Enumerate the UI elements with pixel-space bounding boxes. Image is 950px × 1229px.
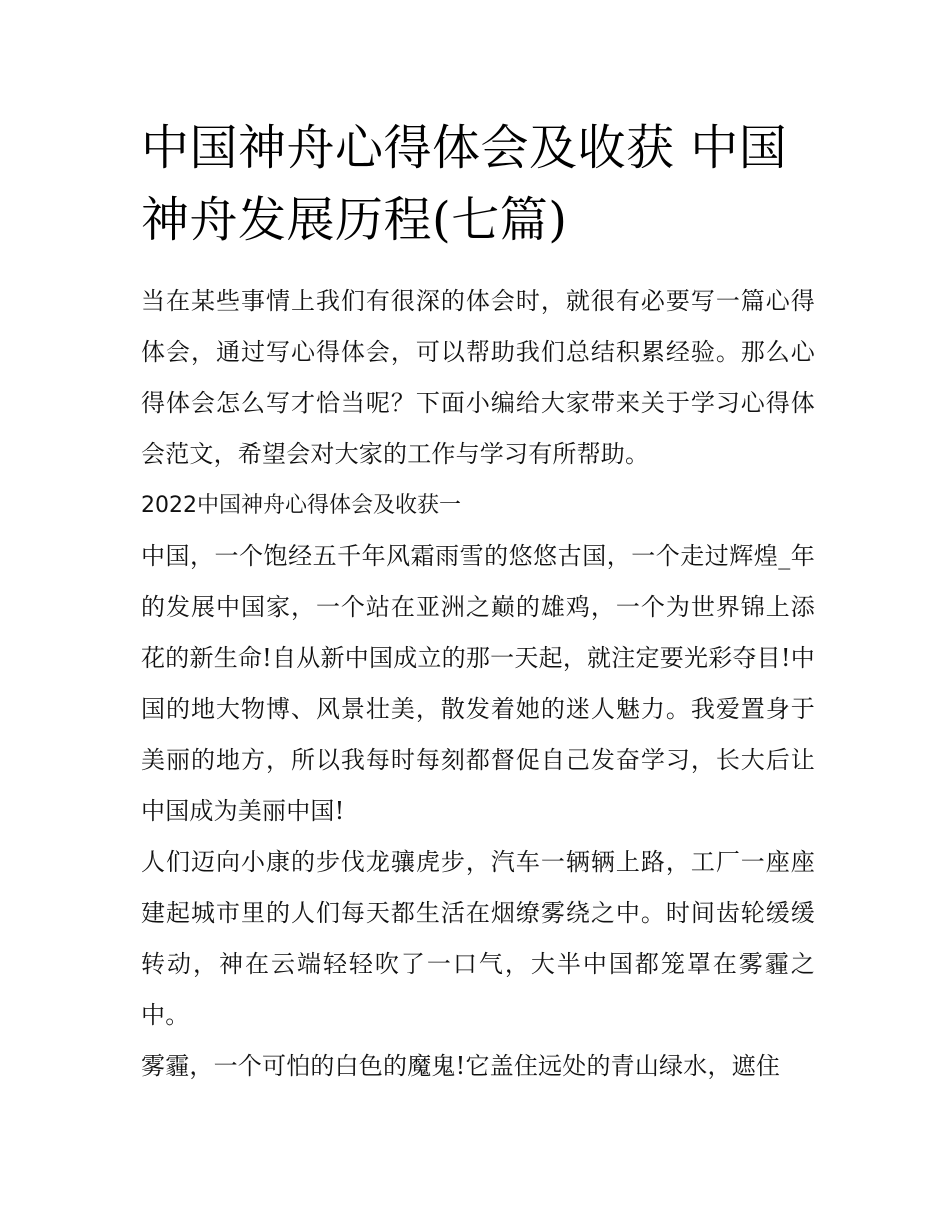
intro-paragraph: 当在某些事情上我们有很深的体会时，就很有必要写一篇心得体会，通过写心得体会，可以帮助我们总结积累经验。那么心得体会怎么写才恰当呢？下面小编给大家带来关于学习心得体会范文，希望会对大家的工作与学习有所帮助。 [141, 287, 815, 468]
document-title: 中国神舟心得体会及收获 中国神舟发展历程(七篇) [141, 120, 788, 248]
body-paragraph-1: 中国，一个饱经五千年风霜雨雪的悠悠古国，一个走过辉煌_年的发展中国家，一个站在亚洲之巅的雄鸡，一个为世界锦上添花的新生命!自从新中国成立的那一天起，就注定要光彩夺目!中国的地大物博、风景壮美，散发着她的迷人魅力。我爱置身于美丽的地方，所以我每时每刻都督促自己发奋学习，长大后让中国成为美丽中国! [141, 542, 815, 825]
document-page [141, 112, 815, 1092]
body-paragraph-2: 人们迈向小康的步伐龙骧虎步，汽车一辆辆上路，工厂一座座建起城市里的人们每天都生活在烟缭雾绕之中。时间齿轮缓缓转动，神在云端轻轻吹了一口气，大半中国都笼罩在雾霾之中。 [141, 848, 815, 1029]
section-heading: 2022中国神舟心得体会及收获一 [141, 493, 461, 518]
document-body [141, 276, 815, 1092]
body-paragraph-3: 雾霾，一个可怕的白色的魔鬼!它盖住远处的青山绿水，遮住 [141, 1052, 781, 1080]
